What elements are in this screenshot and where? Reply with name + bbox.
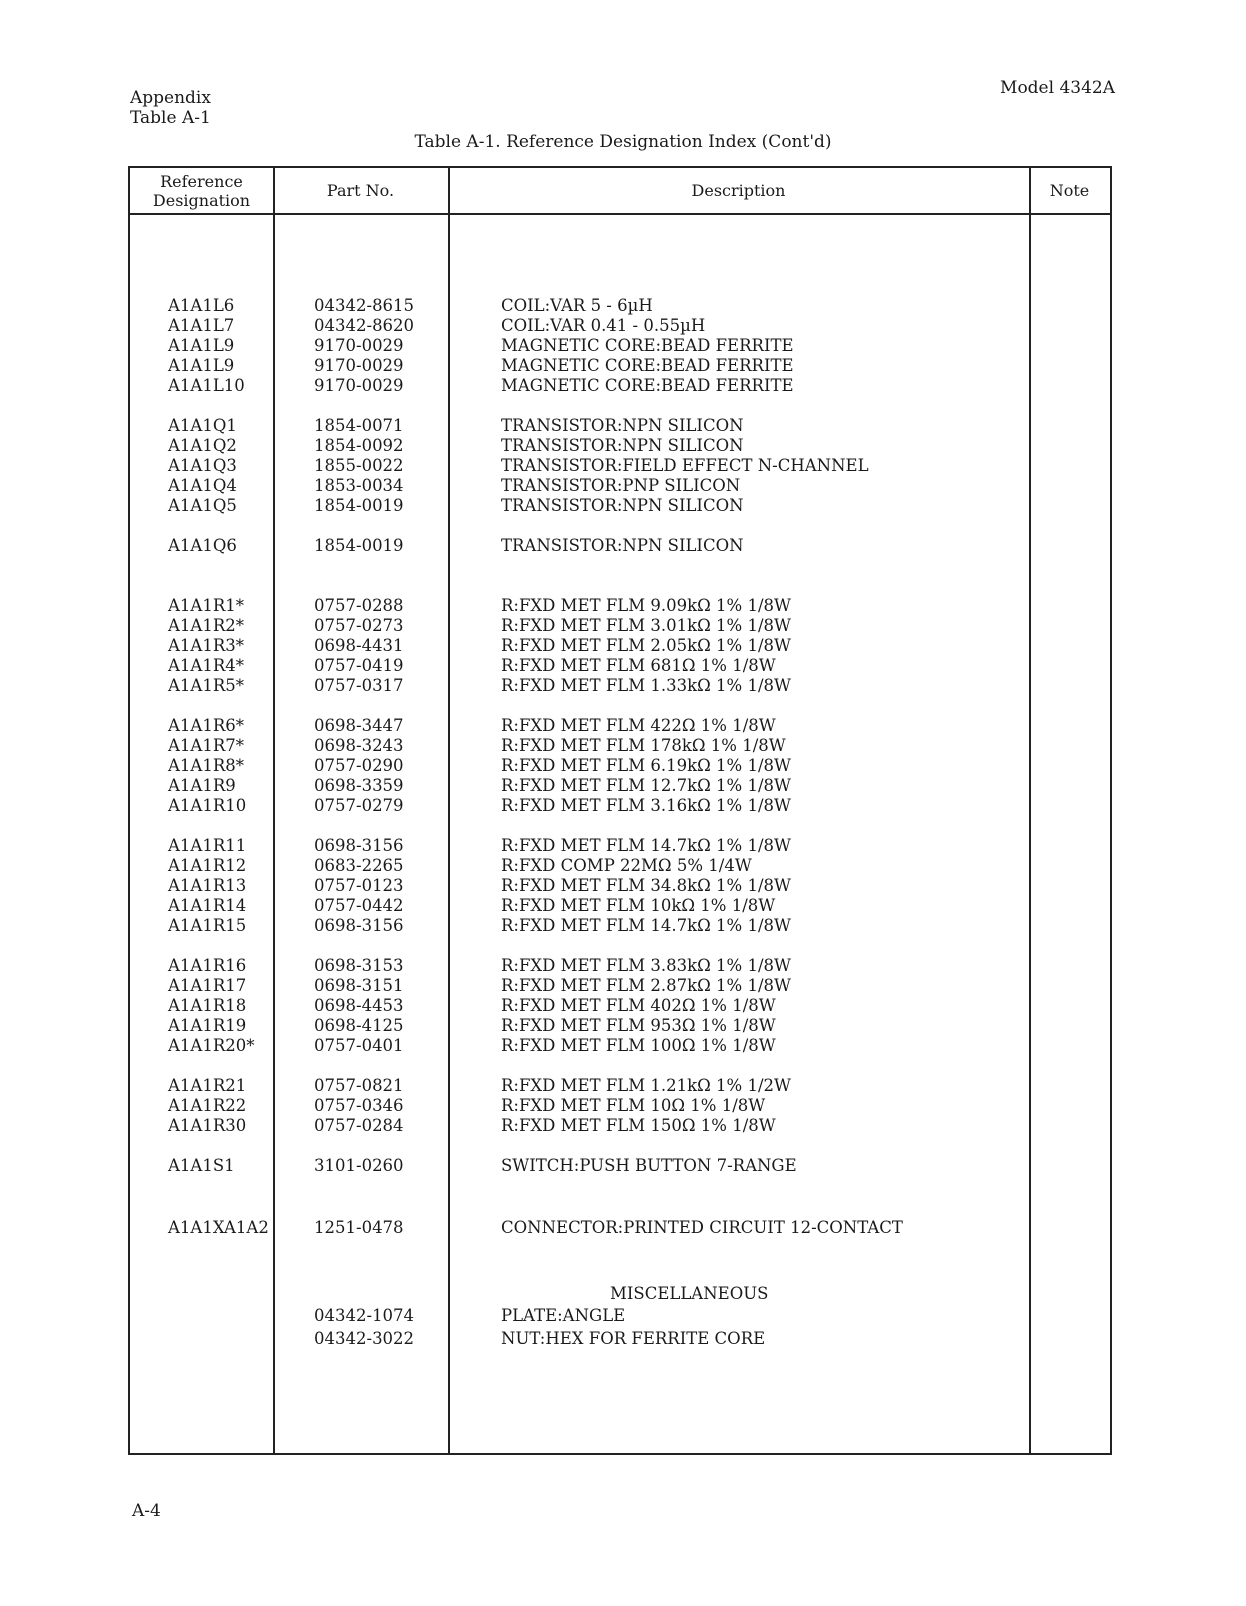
ref-designation: A1A1L7 — [168, 316, 235, 335]
description: TRANSISTOR:PNP SILICON — [501, 476, 741, 495]
header-left — [130, 88, 211, 128]
description: R:FXD MET FLM 3.01kΩ 1% 1/8W — [501, 616, 791, 635]
ref-designation: A1A1Q3 — [168, 456, 237, 475]
part-number: 04342-8615 — [314, 296, 415, 315]
ref-designation: A1A1R8* — [168, 756, 244, 775]
column-header-reference-line1: Reference — [160, 171, 243, 191]
part-number: 0698-4453 — [314, 996, 404, 1015]
part-number: 0757-0279 — [314, 796, 404, 815]
part-number: 0757-0442 — [314, 896, 404, 915]
ref-designation: A1A1R18 — [168, 996, 247, 1015]
ref-designation: A1A1R6* — [168, 716, 244, 735]
ref-designation: A1A1R13 — [168, 876, 247, 895]
description: CONNECTOR:PRINTED CIRCUIT 12-CONTACT — [501, 1218, 903, 1237]
ref-designation: A1A1Q1 — [168, 416, 237, 435]
description: R:FXD MET FLM 3.16kΩ 1% 1/8W — [501, 796, 791, 815]
description: R:FXD MET FLM 1.21kΩ 1% 1/2W — [501, 1076, 791, 1095]
part-number: 0757-0273 — [314, 616, 404, 635]
part-number: 0683-2265 — [314, 856, 404, 875]
description: R:FXD MET FLM 402Ω 1% 1/8W — [501, 996, 776, 1015]
ref-designation: A1A1R1* — [168, 596, 244, 615]
description: R:FXD MET FLM 10kΩ 1% 1/8W — [501, 896, 776, 915]
part-number: 0757-0419 — [314, 656, 404, 675]
part-number: 1854-0071 — [314, 416, 404, 435]
description: TRANSISTOR:NPN SILICON — [501, 436, 744, 455]
ref-designation: A1A1R21 — [168, 1076, 247, 1095]
column-header-note: Note — [1049, 181, 1090, 200]
header-divider — [130, 213, 1110, 215]
part-number: 1853-0034 — [314, 476, 404, 495]
part-number: 0698-3151 — [314, 976, 404, 995]
description: COIL:VAR 5 - 6µH — [501, 296, 653, 315]
description: R:FXD MET FLM 12.7kΩ 1% 1/8W — [501, 776, 791, 795]
part-number: 0757-0284 — [314, 1116, 404, 1135]
description: R:FXD MET FLM 100Ω 1% 1/8W — [501, 1036, 776, 1055]
description: R:FXD COMP 22MΩ 5% 1/4W — [501, 856, 752, 875]
part-number: 9170-0029 — [314, 336, 404, 355]
description: R:FXD MET FLM 34.8kΩ 1% 1/8W — [501, 876, 791, 895]
description: NUT:HEX FOR FERRITE CORE — [501, 1329, 766, 1348]
ref-designation: A1A1R3* — [168, 636, 244, 655]
part-number: 1854-0092 — [314, 436, 404, 455]
part-number: 3101-0260 — [314, 1156, 404, 1175]
column-header-reference-line2: Designation — [152, 190, 251, 210]
ref-designation: A1A1R4* — [168, 656, 244, 675]
ref-designation: A1A1R12 — [168, 856, 247, 875]
description: TRANSISTOR:NPN SILICON — [501, 416, 744, 435]
part-number: 0757-0288 — [314, 596, 404, 615]
ref-designation: A1A1L9 — [168, 336, 235, 355]
column-divider — [1029, 168, 1031, 1453]
description: R:FXD MET FLM 14.7kΩ 1% 1/8W — [501, 916, 791, 935]
description: MAGNETIC CORE:BEAD FERRITE — [501, 336, 794, 355]
part-number: 04342-3022 — [314, 1329, 415, 1348]
ref-designation: A1A1R10 — [168, 796, 247, 815]
part-number: 1855-0022 — [314, 456, 404, 475]
ref-designation: A1A1Q6 — [168, 536, 237, 555]
description: R:FXD MET FLM 422Ω 1% 1/8W — [501, 716, 776, 735]
description: R:FXD MET FLM 2.87kΩ 1% 1/8W — [501, 976, 791, 995]
part-number: 0757-0401 — [314, 1036, 404, 1055]
part-number: 0698-4125 — [314, 1016, 404, 1035]
description: TRANSISTOR:NPN SILICON — [501, 536, 744, 555]
column-divider — [448, 168, 450, 1453]
description: R:FXD MET FLM 681Ω 1% 1/8W — [501, 656, 776, 675]
part-number: 0698-4431 — [314, 636, 404, 655]
part-number: 0698-3447 — [314, 716, 404, 735]
ref-designation: A1A1Q5 — [168, 496, 237, 515]
ref-designation: A1A1R7* — [168, 736, 244, 755]
part-number: 0698-3153 — [314, 956, 404, 975]
ref-designation: A1A1XA1A2 — [168, 1218, 269, 1237]
description: COIL:VAR 0.41 - 0.55µH — [501, 316, 706, 335]
description: R:FXD MET FLM 178kΩ 1% 1/8W — [501, 736, 786, 755]
misc-heading: MISCELLANEOUS — [610, 1284, 769, 1303]
ref-designation: A1A1R20* — [168, 1036, 255, 1055]
part-number: 0757-0821 — [314, 1076, 404, 1095]
description: TRANSISTOR:NPN SILICON — [501, 496, 744, 515]
ref-designation: A1A1L6 — [168, 296, 235, 315]
table-ref-label: Table A-1 — [130, 108, 211, 128]
ref-designation: A1A1R15 — [168, 916, 247, 935]
ref-designation: A1A1S1 — [168, 1156, 235, 1175]
model-label: Model 4342A — [1000, 78, 1115, 98]
description: R:FXD MET FLM 2.05kΩ 1% 1/8W — [501, 636, 791, 655]
ref-designation: A1A1L9 — [168, 356, 235, 375]
part-number: 1854-0019 — [314, 496, 404, 515]
part-number: 9170-0029 — [314, 356, 404, 375]
description: R:FXD MET FLM 1.33kΩ 1% 1/8W — [501, 676, 791, 695]
part-number: 0757-0346 — [314, 1096, 404, 1115]
part-number: 0698-3359 — [314, 776, 404, 795]
table-title: Table A-1. Reference Designation Index (Cont'd) — [414, 132, 832, 152]
description: TRANSISTOR:FIELD EFFECT N-CHANNEL — [501, 456, 869, 475]
ref-designation: A1A1R19 — [168, 1016, 247, 1035]
part-number: 04342-8620 — [314, 316, 415, 335]
description: SWITCH:PUSH BUTTON 7-RANGE — [501, 1156, 797, 1175]
description: MAGNETIC CORE:BEAD FERRITE — [501, 376, 794, 395]
ref-designation: A1A1R14 — [168, 896, 247, 915]
column-header-part: Part No. — [326, 181, 395, 200]
description: MAGNETIC CORE:BEAD FERRITE — [501, 356, 794, 375]
description: R:FXD MET FLM 3.83kΩ 1% 1/8W — [501, 956, 791, 975]
ref-designation: A1A1R5* — [168, 676, 244, 695]
description: R:FXD MET FLM 6.19kΩ 1% 1/8W — [501, 756, 791, 775]
ref-designation: A1A1L10 — [168, 376, 245, 395]
part-number: 1251-0478 — [314, 1218, 404, 1237]
ref-designation: A1A1R9 — [168, 776, 236, 795]
description: R:FXD MET FLM 10Ω 1% 1/8W — [501, 1096, 766, 1115]
part-number: 9170-0029 — [314, 376, 404, 395]
page-number: A-4 — [132, 1501, 161, 1521]
section-label: Appendix — [130, 88, 211, 108]
part-number: 04342-1074 — [314, 1306, 415, 1325]
column-header-description: Description — [691, 181, 786, 200]
column-header-reference — [130, 168, 273, 213]
ref-designation: A1A1R11 — [168, 836, 247, 855]
part-number: 0698-3243 — [314, 736, 404, 755]
description: R:FXD MET FLM 14.7kΩ 1% 1/8W — [501, 836, 791, 855]
part-number: 0757-0317 — [314, 676, 404, 695]
part-number: 0698-3156 — [314, 836, 404, 855]
ref-designation: A1A1R16 — [168, 956, 247, 975]
ref-designation: A1A1R22 — [168, 1096, 247, 1115]
ref-designation: A1A1Q2 — [168, 436, 237, 455]
ref-designation: A1A1R30 — [168, 1116, 247, 1135]
column-divider — [273, 168, 275, 1453]
description: PLATE:ANGLE — [501, 1306, 626, 1325]
part-number: 0698-3156 — [314, 916, 404, 935]
part-number: 0757-0123 — [314, 876, 404, 895]
part-number: 1854-0019 — [314, 536, 404, 555]
ref-designation: A1A1R2* — [168, 616, 244, 635]
description: R:FXD MET FLM 150Ω 1% 1/8W — [501, 1116, 776, 1135]
description: R:FXD MET FLM 9.09kΩ 1% 1/8W — [501, 596, 791, 615]
ref-designation: A1A1R17 — [168, 976, 247, 995]
description: R:FXD MET FLM 953Ω 1% 1/8W — [501, 1016, 776, 1035]
part-number: 0757-0290 — [314, 756, 404, 775]
ref-designation: A1A1Q4 — [168, 476, 237, 495]
